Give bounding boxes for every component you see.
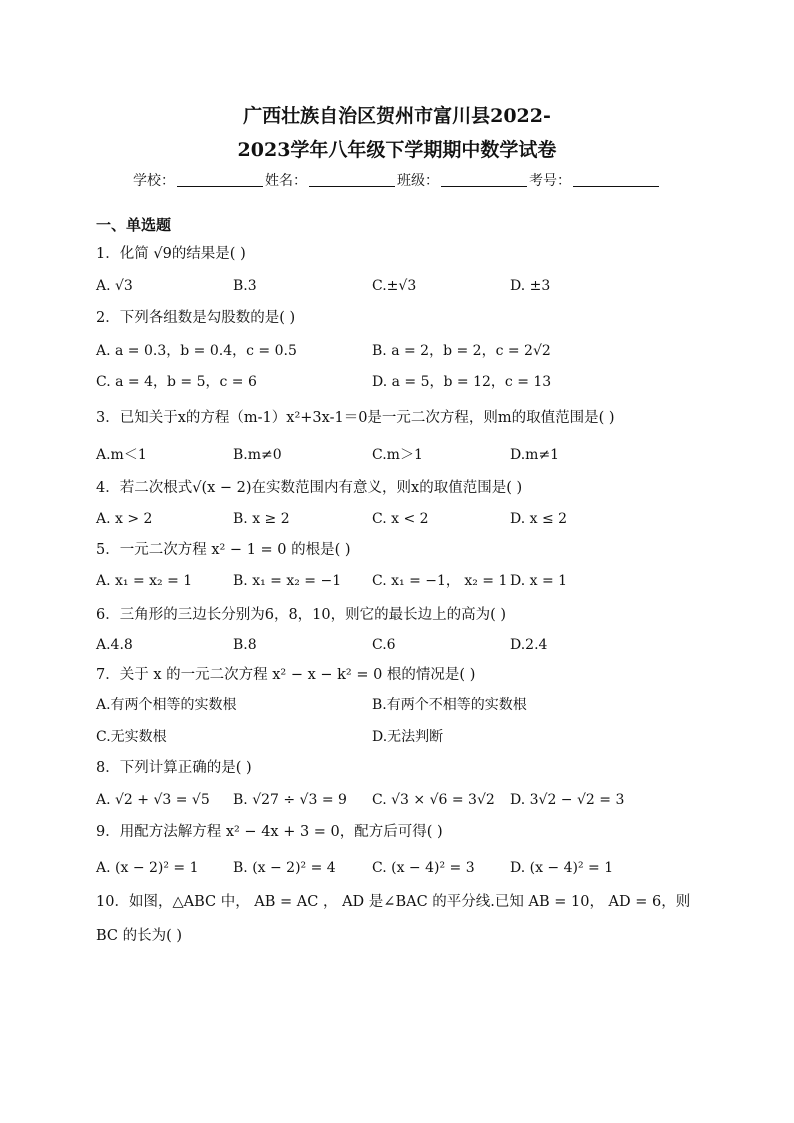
q9-option-d[interactable]: D. (x − 4)² = 1 bbox=[510, 860, 614, 876]
q2-option-a[interactable]: A. a = 0.3，b = 0.4，c = 0.5 bbox=[96, 343, 297, 359]
question-8-stem: 8．下列计算正确的是( ) bbox=[96, 760, 252, 776]
q4-option-a[interactable]: A. x > 2 bbox=[96, 511, 153, 527]
q3-option-a[interactable]: A.m＜1 bbox=[96, 447, 147, 463]
q4-option-d[interactable]: D. x ≤ 2 bbox=[510, 511, 568, 527]
q1-option-d[interactable]: D. ±3 bbox=[510, 278, 551, 294]
q1-option-c[interactable]: C.±√3 bbox=[372, 278, 417, 294]
question-3-stem: 3．已知关于x的方程（m-1）x²+3x-1＝0是一元二次方程，则m的取值范围是( ) bbox=[96, 410, 615, 426]
name-label: 姓名： bbox=[265, 173, 307, 189]
q2-option-c[interactable]: C. a = 4，b = 5，c = 6 bbox=[96, 374, 257, 390]
q2-option-d[interactable]: D. a = 5，b = 12，c = 13 bbox=[372, 374, 552, 390]
q9-option-b[interactable]: B. (x − 2)² = 4 bbox=[233, 860, 336, 876]
student-info-line bbox=[0, 170, 794, 190]
question-2-stem: 2．下列各组数是勾股数的是( ) bbox=[96, 310, 296, 326]
question-9-stem: 9．用配方法解方程 x² − 4x + 3 = 0，配方后可得( ) bbox=[96, 824, 443, 840]
q5-option-c[interactable]: C. x₁ = −1， x₂ = 1 bbox=[372, 573, 508, 589]
q4-option-c[interactable]: C. x < 2 bbox=[372, 511, 429, 527]
q1-stem-a: 1．化简 bbox=[96, 246, 154, 262]
number-blank[interactable] bbox=[573, 174, 659, 187]
q5-option-b[interactable]: B. x₁ = x₂ = −1 bbox=[233, 573, 342, 589]
question-10-stem-line-2: BC 的长为( ) bbox=[96, 928, 183, 944]
q8-option-c[interactable]: C. √3 × √6 = 3√2 bbox=[372, 792, 495, 808]
class-blank[interactable] bbox=[441, 174, 527, 187]
q1-option-b[interactable]: B.3 bbox=[233, 278, 257, 294]
q3-option-d[interactable]: D.m≠1 bbox=[510, 447, 560, 463]
q8-option-b[interactable]: B. √27 ÷ √3 = 9 bbox=[233, 792, 347, 808]
q6-option-b[interactable]: B.8 bbox=[233, 637, 257, 653]
q6-option-d[interactable]: D.2.4 bbox=[510, 637, 548, 653]
q3-option-c[interactable]: C.m＞1 bbox=[372, 447, 423, 463]
q3-option-b[interactable]: B.m≠0 bbox=[233, 447, 282, 463]
q5-option-a[interactable]: A. x₁ = x₂ = 1 bbox=[96, 573, 193, 589]
q2-option-b[interactable]: B. a = 2，b = 2，c = 2√2 bbox=[372, 343, 551, 359]
q1-stem-c: 的结果是( ) bbox=[171, 246, 246, 262]
number-label: 考号： bbox=[529, 173, 571, 189]
question-6-stem: 6．三角形的三边长分别为6，8，10，则它的最长边上的高为( ) bbox=[96, 607, 507, 623]
title-line-2: 2023学年八年级下学期期中数学试卷 bbox=[237, 139, 557, 161]
q1-option-a[interactable]: A. √3 bbox=[96, 278, 133, 294]
school-label: 学校： bbox=[133, 173, 175, 189]
name-blank[interactable] bbox=[309, 174, 395, 187]
q9-option-a[interactable]: A. (x − 2)² = 1 bbox=[96, 860, 199, 876]
question-7-stem: 7．关于 x 的一元二次方程 x² − x − k² = 0 根的情况是( ) bbox=[96, 667, 476, 683]
school-blank[interactable] bbox=[177, 174, 263, 187]
q7-option-c[interactable]: C.无实数根 bbox=[96, 729, 167, 745]
section-heading: 一、单选题 bbox=[96, 216, 172, 234]
class-label: 班级： bbox=[397, 173, 439, 189]
q7-option-d[interactable]: D.无法判断 bbox=[372, 729, 444, 745]
q6-option-a[interactable]: A.4.8 bbox=[96, 637, 133, 653]
question-4-stem: 4．若二次根式√(x − 2)在实数范围内有意义，则x的取值范围是( ) bbox=[96, 480, 523, 496]
q1-stem-sqrt: √9 bbox=[153, 246, 172, 262]
q9-option-c[interactable]: C. (x − 4)² = 3 bbox=[372, 860, 475, 876]
q4-option-b[interactable]: B. x ≥ 2 bbox=[233, 511, 290, 527]
question-5-stem: 5．一元二次方程 x² − 1 = 0 的根是( ) bbox=[96, 542, 351, 558]
q7-option-a[interactable]: A.有两个相等的实数根 bbox=[96, 697, 237, 713]
q7-option-b[interactable]: B.有两个不相等的实数根 bbox=[372, 697, 527, 713]
q8-option-a[interactable]: A. √2 + √3 = √5 bbox=[96, 792, 210, 808]
question-1-stem bbox=[96, 244, 246, 264]
q5-option-d[interactable]: D. x = 1 bbox=[510, 573, 568, 589]
question-10-stem-line-1: 10．如图，△ABC 中， AB = AC ， AD 是∠BAC 的平分线.已知 AB = 10， AD = 6，则 bbox=[96, 894, 691, 910]
title-line-1: 广西壮族自治区贺州市富川县2022- bbox=[243, 105, 551, 127]
q6-option-c[interactable]: C.6 bbox=[372, 637, 396, 653]
q8-option-d[interactable]: D. 3√2 − √2 = 3 bbox=[510, 792, 625, 808]
